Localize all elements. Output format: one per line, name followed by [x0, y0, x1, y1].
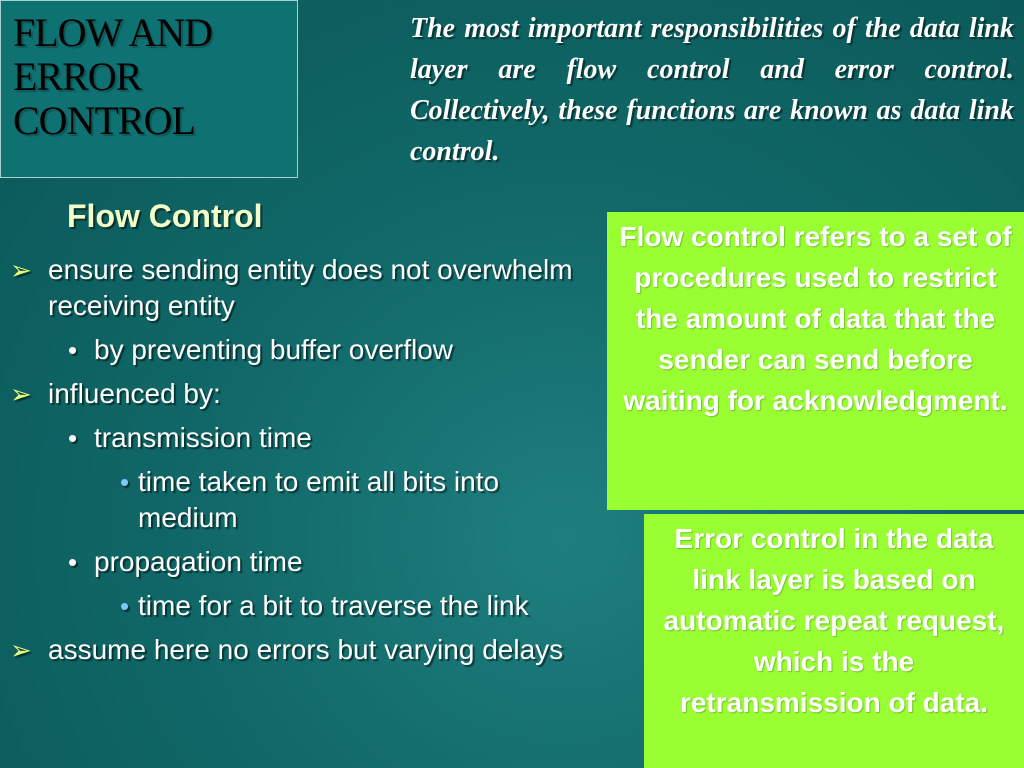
flow-control-definition-box: Flow control refers to a set of procedures used to restrict the amount of data that the sender can send before waiting for acknowledgment. [607, 212, 1024, 510]
bullet-item [10, 544, 590, 580]
bullet-item [10, 376, 590, 412]
bullet-item [10, 252, 590, 324]
bullet-item [10, 632, 590, 668]
bullet-text: propagation time [94, 546, 303, 577]
bullet-item [10, 332, 590, 368]
bullet-text: time taken to emit all bits into medium [138, 466, 500, 533]
blue-dot-bullet-icon: • [120, 591, 130, 621]
title-box [0, 0, 298, 178]
bullet-text: time for a bit to traverse the link [138, 590, 529, 621]
bullet-item [10, 588, 590, 624]
section-heading: Flow Control [67, 198, 263, 234]
bullet-list [10, 252, 590, 676]
bullet-text: transmission time [94, 422, 312, 453]
slide-title: FLOW AND ERROR CONTROL [13, 10, 213, 143]
intro-paragraph: The most important responsibilities of the data link layer are flow control and error control. Collectively, these functions are known as data link control. [410, 13, 1014, 167]
dot-bullet-icon: • [68, 547, 78, 577]
blue-dot-bullet-icon: • [120, 467, 130, 497]
dot-bullet-icon: • [68, 335, 78, 365]
bullet-text: ensure sending entity does not overwhelm receiving entity [48, 254, 573, 321]
arrow-bullet-icon: ➢ [10, 635, 32, 665]
bullet-text: assume here no errors but varying delays [48, 634, 564, 665]
arrow-bullet-icon: ➢ [10, 379, 32, 409]
bullet-text: by preventing buffer overflow [94, 334, 454, 365]
dot-bullet-icon: • [68, 423, 78, 453]
arrow-bullet-icon: ➢ [10, 255, 32, 285]
error-control-definition-box: Error control in the data link layer is based on automatic repeat request, which is the retransmission of data. [644, 514, 1024, 768]
bullet-item [10, 464, 590, 536]
bullet-item [10, 420, 590, 456]
bullet-text: influenced by: [48, 378, 221, 409]
